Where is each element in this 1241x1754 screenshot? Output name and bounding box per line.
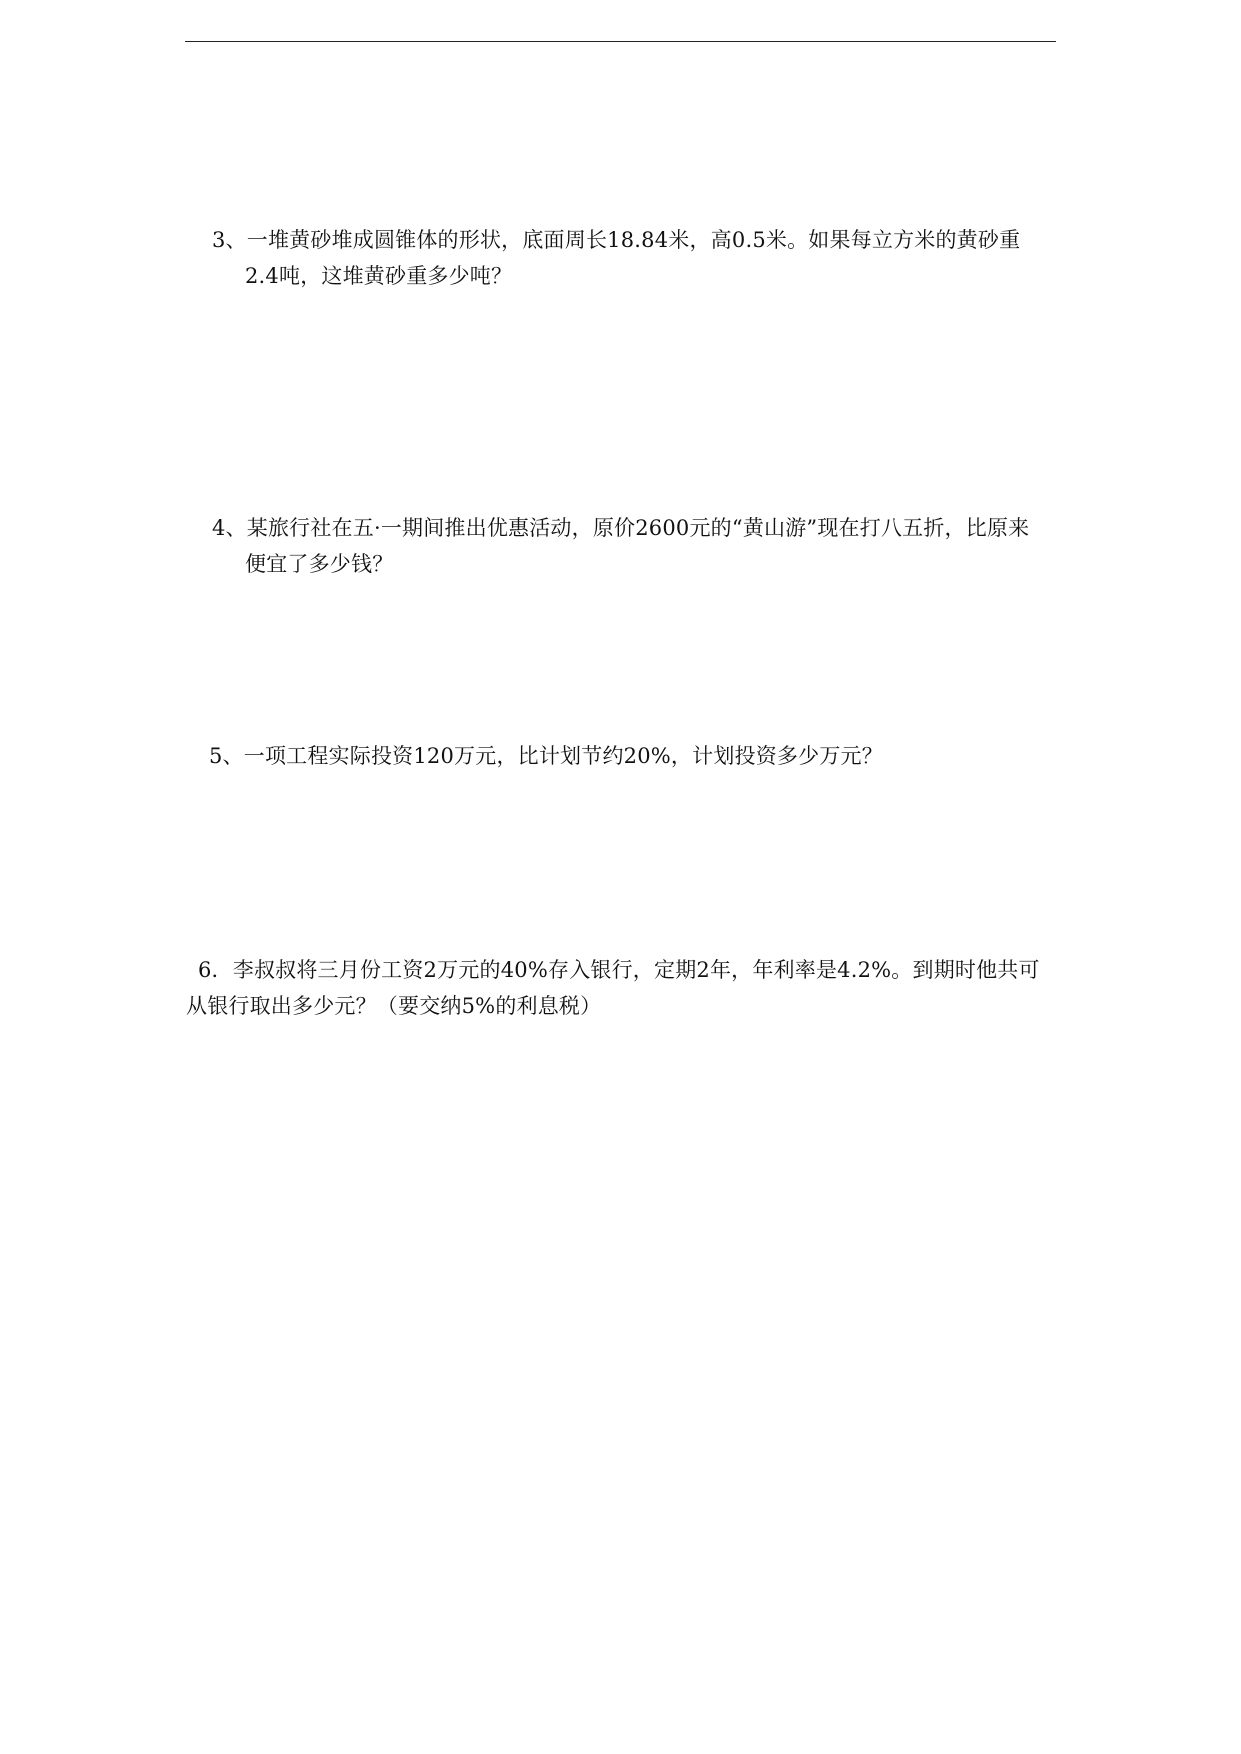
problem-6-line-1: 6．李叔叔将三月份工资2万元的40%存入银行，定期2年，年利率是4.2%。到期时他共可 — [198, 958, 1040, 982]
problem-3 — [212, 222, 1020, 294]
problem-5-line-1: 5、一项工程实际投资120万元，比计划节约20%，计划投资多少万元？ — [209, 744, 883, 768]
problem-3-line-2: 2.4吨，这堆黄砂重多少吨？ — [245, 264, 513, 288]
problem-6-line-2: 从银行取出多少元？（要交纳5%的利息税） — [186, 994, 602, 1018]
header-rule — [185, 41, 1056, 42]
problem-4-line-2: 便宜了多少钱？ — [245, 552, 394, 576]
problem-4 — [212, 510, 1029, 582]
problem-6 — [186, 952, 1040, 1024]
problem-4-line-1: 4、某旅行社在五·一期间推出优惠活动，原价2600元的“黄山游”现在打八五折，比原来 — [212, 516, 1030, 540]
problem-3-line-1: 3、一堆黄砂堆成圆锥体的形状，底面周长18.84米，高0.5米。如果每立方米的黄砂重 — [212, 228, 1021, 252]
problem-5 — [209, 738, 883, 774]
